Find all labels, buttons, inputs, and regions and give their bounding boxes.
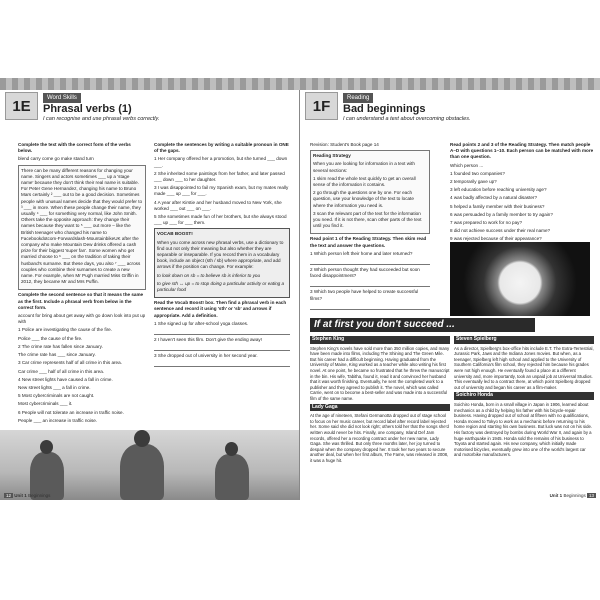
exercise-2-item: 6 People will not tolerate an increase in traffic noise.: [18, 409, 124, 415]
exercise-2-item: 5 Most cybercriminals are not caught.: [18, 393, 95, 399]
left-footer: 12 Unit 1 Beginnings: [6, 493, 51, 498]
lesson-subtitle: I can recognise and use phrasal verbs correctly.: [43, 116, 160, 122]
right-footer: Unit 1 Beginnings 13: [549, 493, 594, 498]
reading-strategy-box: Reading Strategy When you are looking for information in a text with several sections: 1 skim read the whole text quickly to get an overall sense of the information it contains. 2 go through the questions one by one. For each question, use your knowledge of the text to locate where the information you need is. 3 scan the relevant part of the text for the information you need. If it is not there, scan other parts of the text until you find it.: [310, 150, 430, 234]
page-number: 13: [588, 493, 594, 498]
matching-question[interactable]: 1 founded two companies?: [450, 170, 505, 176]
lesson-tag: Reading: [343, 93, 373, 103]
person-figure: [215, 454, 249, 500]
exercise-2-item: 4 New street lights have caused a fall in crime.: [18, 376, 113, 382]
exercise-3-item[interactable]: 3 I was disappointed to fail my Spanish exam, but my mates really made ___ up ___ for ___.: [154, 185, 289, 197]
lesson-tag: Word Skills: [43, 93, 81, 103]
unit-code: 1F: [305, 92, 338, 120]
exercise-2-words: account for bring about get away with go down look into put up with: [18, 313, 146, 325]
exercise-2-item: 1 Police are investigating the cause of the fire.: [18, 327, 112, 333]
exercise-1-question: 2 Which person thought they had succeeded but soon faced disappointment?: [310, 267, 420, 279]
unit-code: 1E: [5, 92, 38, 120]
section-c-heading: Steven Spielberg: [454, 336, 594, 344]
exercise-1-instruction: Complete the text with the correct form of the verbs below.: [18, 142, 131, 154]
exercise-1-question: 3 Which two people have helped to create successful films?: [310, 289, 419, 301]
exercise-2-item[interactable]: Police ___ the cause of the fire.: [18, 335, 83, 341]
answer-line[interactable]: [154, 361, 290, 367]
section-b-heading: Lady Gaga: [310, 404, 450, 412]
left-column: [18, 142, 146, 426]
vocab-boost-title: VOCAB BOOST!: [157, 231, 193, 237]
right-page: [300, 90, 600, 500]
article-right-column: [454, 334, 594, 458]
decorative-band: [0, 78, 600, 90]
exercise-2-instruction: Read points 2 and 3 of the Reading Strategy. Then match people A–D with questions 1–10. Each person can be matched with more than one question.: [450, 142, 594, 160]
lesson-title: Bad beginnings: [343, 103, 426, 115]
exercise-2-item[interactable]: People ___ an increase in traffic noise.: [18, 417, 98, 423]
exercise-1-words: blend carry come go make stand turn: [18, 156, 94, 162]
section-a-heading: Stephen King: [310, 336, 450, 344]
matching-question[interactable]: 8 did not achieve success under their real name?: [450, 228, 551, 234]
revision-reference: Revision: Student's Book page 14: [310, 142, 379, 147]
exercise-4-instruction: Read the Vocab Boost! box. Then find a phrasal verb in each sentence and record it using 'sth' or 'sb' and arrows if appropriate. Add a definition.: [154, 300, 287, 318]
vocab-boost-box: VOCAB BOOST! When you come across new phrasal verbs, use a dictionary to find out not only their meaning but also whether they are separable or inseparable. If you record them in a vocabulary book, include an object (sth / sb) where appropriate, and add arrows if the position can change. For example: to look down on sb = to believe sb is inferior to you to give sth ↔ up = to stop doing a particular activity or eating a particular food: [154, 228, 290, 298]
section-a-text: Stephen King's novels have sold more than 350 million copies, and many have been made into films, including The Shining and The Green Mile. But his career had a difficult beginning. Having graduated from the University of Maine, King worked as a teacher while also writing his first novel. At one point, he became so frustrated that he threw the manuscript in the bin. His wife, Tabitha, found it, read it and convinced her husband that it was worth finishing. Eventually, he sent the completed work to a publisher and they agreed to publish it. The novel, which was called Carrie, went on to become a best-seller and was made into a successful film of the same name.: [310, 345, 450, 401]
matching-column: [450, 142, 595, 253]
strategy-column: [310, 142, 430, 312]
exercise-2-item[interactable]: The crime rate has ___ since January.: [18, 352, 96, 358]
right-column: [154, 142, 290, 369]
exercise-2-item[interactable]: Car crime ___ half of all crime in this area.: [18, 368, 105, 374]
lesson-subtitle: I can understand a text about overcoming obstacles.: [343, 116, 471, 122]
matching-question[interactable]: 7 was prepared to work for no pay?: [450, 220, 523, 226]
exercise-3-item[interactable]: 4 A year after Kirstie and her husband moved to New York, she worked ___ out ___ on ___.: [154, 199, 282, 211]
exercise-4-item: 2 I haven't seen this film. Don't give the ending away!: [154, 337, 262, 343]
answer-line[interactable]: [310, 281, 430, 287]
matching-question[interactable]: 9 was rejected because of their appearance?: [450, 236, 542, 242]
answer-line[interactable]: [310, 304, 430, 310]
exercise-2-item[interactable]: New street lights ___ a fall in crime.: [18, 384, 91, 390]
exercise-1-text: There can be many different reasons for changing your name. Singers and actors sometimes ___ up a 'stage name' because they don't think their real name is suitable. For Peter Gene Hernandez, changing his name to Bruno Mars certainly ² ___ out to be a good decision. Sometimes people with unusual names decide that they would prefer to ³ ___ in more. When these people change their name, they usually ⁴ ___ for something very normal, like John Smith. Others take the opposite approach: they change their names because they want to ⁵ ___ out more – like the British teenager who changed his name to Facebookdotcom-Forwardslash-MountainbikeUK after the company who make Mountain Dew drinks offered a cash prize for their biggest 'super fan'. Some women who get married choose to ⁶ ___ on the tradition of taking their husband's surname. But these days, you also ⁷ ___ across couples who combine their surnames to create a new name. For example, when Mr Pugh married Miss Griffin in 2012, they became Mr and Mrs Puffin.: [18, 165, 146, 291]
answer-line[interactable]: [154, 345, 290, 351]
exercise-2-item[interactable]: Most cybercriminals ___ it.: [18, 401, 73, 407]
exercise-2-lead: Which person ...: [450, 162, 484, 168]
article-title: If at first you don't succeed ...: [310, 318, 535, 332]
exercise-4-item: 1 She signed up for after-school yoga classes.: [154, 320, 249, 326]
exercise-3-instruction: Complete the sentences by writing a suitable pronoun in ONE of the gaps.: [154, 142, 289, 154]
matching-question[interactable]: 4 was badly affected by a natural disaster?: [450, 195, 537, 201]
strategy-title: Reading Strategy: [313, 153, 351, 159]
exercise-3-item[interactable]: 2 She inherited some paintings from her father, and later passed ___ down ___ to her daughter.: [154, 170, 285, 183]
exercise-3-item[interactable]: 1 Her company offered her a promotion, but she turned ___ down ___.: [154, 156, 288, 168]
section-d-text: Soichiro Honda, born in a small village in Japan in 1906, learned about mechanics as a child by helping his father with his bicycle-repair business. Having dropped out of school at fifteen with no qualifications, Honda moved to Tokyo to work as a mechanic before returning to his home region and starting his own business. But luck was not on his side. His factory was destroyed by bombs during World War II, and again by a huge earthquake in 1945. Honda sold the remains of his business to Toyota and started again. His new company, which initially made motorised bicycles, eventually grew into one of the world's largest car and motorbike manufacturers.: [454, 401, 593, 458]
exercise-1-question: 1 Which person left their home and later returned?: [310, 250, 413, 256]
person-head: [134, 430, 150, 447]
exercise-2-item: 2 The crime rate has fallen since January.: [18, 343, 103, 349]
matching-question[interactable]: 3 left education before reaching university age?: [450, 187, 547, 193]
article-left-column: [310, 334, 450, 463]
exercise-4-item: 3 She dropped out of university in her second year.: [154, 353, 258, 359]
matching-question[interactable]: 5 helped a family member with their business?: [450, 203, 545, 209]
exercise-2-instruction: Complete the second sentence so that it means the same as the first. Include a phrasal verb from below in the correct form.: [18, 292, 144, 310]
yoga-class-photo: [0, 430, 300, 500]
exercise-3-item[interactable]: 5 She sometimes made fun of her brothers, but she always stood ___ up ___ for ___ them.: [154, 214, 287, 226]
moon-bicycle-photo: [450, 242, 590, 316]
person-head: [40, 440, 53, 454]
section-b-text: At the age of nineteen, Stefani Germanotta dropped out of stage school to focus on her music career, but record label after record label rejected her. Some said she did not look right; others told her that the songs she'd written would never be hits. Finally, one company, Island Def Jam records, offered her a recording contract under her new name, Lady Gaga. She was thrilled. But only three months later, her joy turned to despair when the company dropped her. It took her two years to secure another deal, but when her first album, The Fame, was released in 2008, it was a huge hit.: [310, 413, 449, 463]
answer-line[interactable]: [310, 259, 430, 265]
person-figure: [120, 444, 164, 500]
answer-line[interactable]: [154, 329, 290, 335]
section-d-heading: Soichiro Honda: [454, 392, 594, 400]
matching-question[interactable]: 2 temporarily gave up?: [450, 179, 497, 185]
person-head: [225, 442, 238, 456]
section-c-text: As a director, Spielberg's box-office hits include E.T. The Extra-Terrestrial, Jurassic Park, Jaws and the Indiana Jones movies. But when, as a teenager, Spielberg left high school and applied to the University of Southern California's film school, they rejected him because his grades were not high enough. He eventually found a place at a different university and, more importantly, took an unpaid job at Universal Studios. This eventually led to a contract there, at which point Spielberg dropped out of university and began his career as a film-maker.: [454, 345, 594, 390]
lesson-title: Phrasal verbs (1): [43, 103, 132, 115]
page-number: 12: [6, 493, 12, 498]
left-page: [0, 90, 300, 500]
matching-question[interactable]: 6 was persuaded by a family member to try again?: [450, 211, 553, 217]
exercise-2-item: 3 Car crime represents half of all crime in this area.: [18, 360, 122, 366]
exercise-1-instruction: Read point 1 of the Reading Strategy. Then skim read the text and answer the questions.: [310, 236, 427, 248]
